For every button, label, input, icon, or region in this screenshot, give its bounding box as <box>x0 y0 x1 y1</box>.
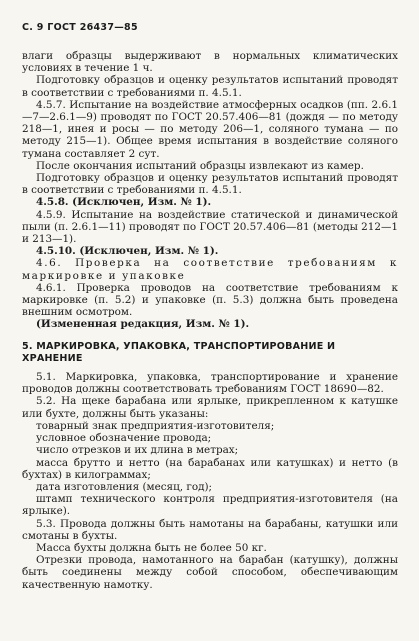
paragraph-after-tests: После окончания испытаний образцы извлекают из камер. <box>36 159 364 172</box>
paragraph-sample-prep-1: Подготовку образцов и оценку результатов испытаний проводят в соответствии с требованиями п. 4.5.1. <box>22 74 398 99</box>
list-item-lengths: число отрезков и их длина в метрах; <box>36 444 239 457</box>
clause-4-6: 4.6. Проверка на соответствие требованиям к маркировке и упаковке <box>22 257 398 282</box>
list-item-mass: масса брутто и нетто (на барабанах или катушках) и нетто (в бухтах) в килограммах; <box>22 456 398 481</box>
clause-5-2: 5.2. На щеке барабана или ярлыке, прикрепленном к катушке или бухте, должны быть указаны: <box>22 395 398 420</box>
list-item-stamp: штамп технического контроля предприятия-изготовителя (на ярлыке). <box>22 493 398 518</box>
page-header: С. 9 ГОСТ 26437—85 <box>22 22 138 33</box>
list-item-date: дата изготовления (месяц, год); <box>36 480 213 493</box>
clause-4-5-9: 4.5.9. Испытание на воздействие статической и динамической пыли (п. 2.6.1—11) проводят по ГОСТ 20.57.406—81 (методы 212—1 и 213—1). <box>22 208 398 246</box>
amendment-note: (Измененная редакция, Изм. № 1). <box>36 318 250 331</box>
document-body <box>22 50 398 591</box>
clause-5-3: 5.3. Провода должны быть намотаны на барабаны, катушки или смотаны в бухты. <box>22 517 398 542</box>
clause-4-6-1: 4.6.1. Проверка проводов на соответствие требованиям к маркировке (п. 5.2) и упаковке (п. 5.3) должна быть проведена внешним осмотром. <box>22 281 398 319</box>
clause-4-5-10: 4.5.10. (Исключен, Изм. № 1). <box>36 245 219 258</box>
clause-4-5-7: 4.5.7. Испытание на воздействие атмосферных осадков (пп. 2.6.1—7—2.6.1—9) проводят по ГОСТ 20.57.406—81 (дождя — по методу 218—1, инея и росы — по методу 206—1, соляного тумана — по методу 215—1). Общее время испытания в воздействие соляного тумана составляет 2 сут. <box>22 98 398 160</box>
paragraph-coil-mass: Масса бухты должна быть не более 50 кг. <box>36 541 267 554</box>
paragraph-sample-prep-2: Подготовку образцов и оценку результатов испытаний проводят в соответствии с требованиями п. 4.5.1. <box>22 172 398 197</box>
list-item-designation: условное обозначение провода; <box>36 432 212 445</box>
paragraph-continuation: влаги образцы выдерживают в нормальных климатических условиях в течение 1 ч. <box>22 50 398 75</box>
paragraph-wire-joints: Отрезки провода, намотанного на барабан (катушку), должны быть соединены между собой способом, обеспечивающим качественную намотку. <box>22 554 398 591</box>
clause-4-5-8: 4.5.8. (Исключен, Изм. № 1). <box>36 196 212 209</box>
section-5-heading: 5. МАРКИРОВКА, УПАКОВКА, ТРАНСПОРТИРОВАНИЕ И ХРАНЕНИЕ <box>22 340 336 364</box>
list-item-trademark: товарный знак предприятия-изготовителя; <box>36 419 275 432</box>
clause-5-1: 5.1. Маркировка, упаковка, транспортирование и хранение проводов должны соответствовать требованиям ГОСТ 18690—82. <box>22 371 398 396</box>
